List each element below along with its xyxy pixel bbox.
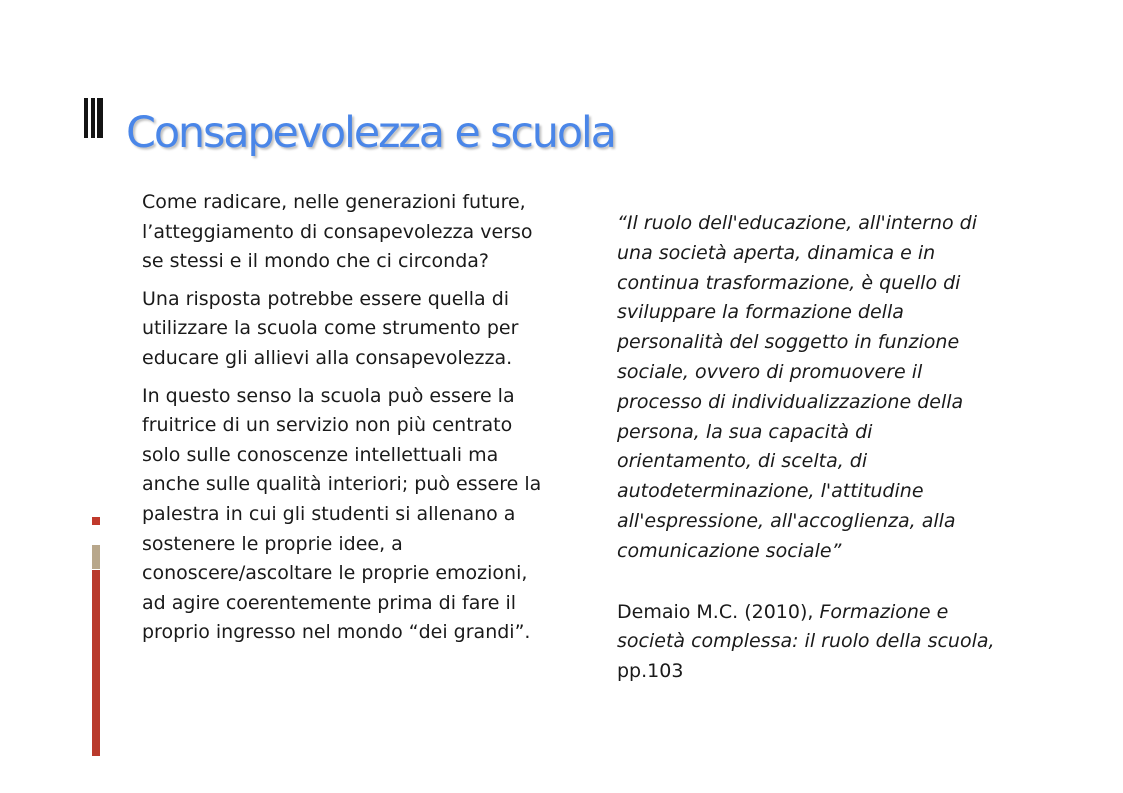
citation-author: Demaio M.C. (2010), (617, 600, 814, 623)
decorative-bar-red (92, 570, 100, 756)
left-text-column (142, 188, 547, 656)
citation-pages: pp.103 (617, 660, 684, 683)
right-quote-column (617, 209, 1007, 687)
quote-text: “Il ruolo dell'educazione, all'interno di una società aperta, dinamica e in continua trasformazione, è quello di sviluppare la formazione della personalità del soggetto in funzione sociale, ovvero di promuovere il processo di individualizzazione della persona, la sua capacità di orientamento, di scelta, di autodeterminazione, l'attitudine all'espressione, all'accoglienza, alla comunicazione sociale” (617, 212, 978, 562)
paragraph-question: Come radicare, nelle generazioni future, l’atteggiamento di consapevolezza verso se stessi e il mondo che ci circonda? (142, 191, 533, 273)
decorative-square-red (92, 517, 100, 525)
paragraph-answer: Una risposta potrebbe essere quella di utilizzare la scuola come strumento per educare gli allievi alla consapevolezza. (142, 287, 519, 369)
paragraph-explanation: In questo senso la scuola può essere la fruitrice di un servizio non più centrato solo sulle conoscenze intellettuali ma anche sulle qualità interiori; può essere la palestra in cui gli studenti si allenano a sostenere le proprie idee, a conoscere/ascoltare le proprie emozioni, ad agire coerentemente prima di fare il proprio ingresso nel mondo “dei grandi”. (142, 384, 542, 644)
title-bullet-icon (84, 98, 104, 138)
citation-work: Formazione e società complessa: il ruolo della scuola, (617, 600, 995, 653)
citation (617, 598, 1007, 687)
decorative-bar-tan (92, 545, 100, 569)
slide-title: Consapevolezza e scuola (126, 108, 615, 158)
